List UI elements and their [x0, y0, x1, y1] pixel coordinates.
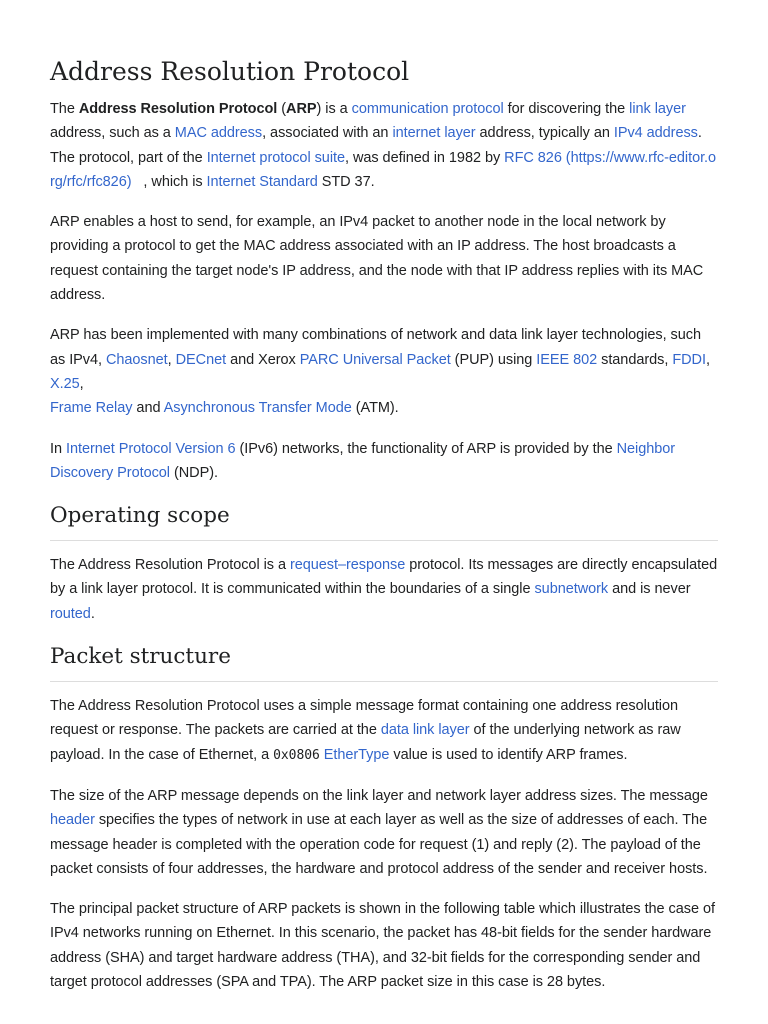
text-run: standards,	[597, 351, 673, 368]
text-run: for discovering the	[503, 101, 630, 117]
ethertype-code: 0x0806	[273, 747, 320, 763]
link-data-link-layer[interactable]: data link layer	[380, 722, 470, 739]
link-internet-standard[interactable]: Internet Standard	[206, 173, 318, 190]
text-run: ,	[167, 351, 176, 368]
text-run: , associated with an	[262, 125, 393, 142]
section-divider	[50, 540, 718, 541]
text-run: and is never	[608, 581, 691, 598]
text-run: address, typically an	[475, 125, 614, 142]
link-x25[interactable]: X.25	[50, 375, 80, 392]
text-run: .	[90, 605, 95, 622]
intro-paragraph-2: ARP enables a host to send, for example, an IPv4 packet to another node in the local network by providing a protocol to get the MAC address associated with an IP address. The host broadcasts a request containing the target node's IP address, and the node with that IP address replies with its MAC address.	[50, 214, 704, 304]
link-asynchronous-transfer-mode[interactable]: Asynchronous Transfer Mode	[163, 400, 352, 417]
section-heading-packet-structure: Packet structure	[50, 644, 231, 670]
intro-paragraph-4	[50, 437, 718, 486]
bold-term: Address Resolution Protocol	[78, 101, 278, 117]
text-run: In	[50, 440, 66, 457]
intro-paragraph-1	[50, 97, 718, 194]
text-run: address, such as a	[50, 125, 175, 142]
link-header[interactable]: header	[50, 812, 95, 829]
link-ipv6[interactable]: Internet Protocol Version 6	[65, 440, 236, 457]
link-fddi[interactable]: FDDI	[672, 351, 706, 368]
link-chaosnet[interactable]: Chaosnet	[105, 351, 168, 368]
packet-paragraph-3: The principal packet structure of ARP packets is shown in the following table which illustrates the case of IPv4 networks running on Ethernet. In this scenario, the packet has 48-bit fields for the sender hardware address (SHA) and target hardware address (THA), and 32-bit fields for the corresponding sender and target protocol addresses (SPA and TPA). The ARP packet size in this case is 28 bytes.	[50, 901, 715, 991]
text-run: specifies the types of network in use at each layer as well as the size of addresses of each. The message header is completed with the operation code for request (1) and reply (2). The payload of the packet consists of four addresses, the hardware and protocol address of the sender and receiver hosts.	[50, 812, 708, 877]
link-internet-protocol-suite[interactable]: Internet protocol suite	[206, 149, 345, 166]
packet-paragraph-1	[50, 694, 718, 768]
link-decnet[interactable]: DECnet	[175, 351, 227, 368]
text-run: . The protocol, part of the	[50, 125, 702, 166]
text-run: (NDP).	[169, 464, 218, 481]
link-neighbor-discovery-protocol[interactable]: Neighbor Discovery Protocol	[50, 440, 676, 481]
text-run: and Xerox	[226, 351, 300, 368]
intro-paragraph-3	[50, 323, 718, 420]
packet-paragraph-2	[50, 784, 718, 881]
text-run: (IPv6) networks, the functionality of ARP is provided by the	[235, 440, 617, 457]
text-run: The Address Resolution Protocol uses a simple message format containing one address resolution request or response. The packets are carried at the	[50, 698, 679, 739]
section-operating-scope	[50, 501, 718, 626]
text-run: (ATM).	[351, 400, 399, 417]
link-text: RFC 826 (https://www.rfc-editor.o	[504, 149, 717, 166]
text-run: protocol. Its messages are directly encapsulated by a link layer protocol. It is communicated within the boundaries of a single	[50, 557, 718, 598]
scope-paragraph-1	[50, 553, 718, 626]
text-run: The size of the ARP message depends on the link layer and network layer address sizes. The message	[50, 787, 708, 804]
text-run: (	[277, 101, 287, 117]
link-mac-address[interactable]: MAC address	[174, 125, 263, 142]
section-divider	[50, 681, 718, 682]
link-ethertype[interactable]: EtherType	[323, 746, 390, 763]
text-run: The Address Resolution Protocol is a	[50, 557, 290, 574]
link-subnetwork[interactable]: subnetwork	[534, 581, 609, 598]
text-run: of the underlying network as raw payload. In the case of Ethernet, a	[50, 722, 681, 763]
text-run: value is used to identify ARP frames.	[389, 746, 628, 763]
text-run: STD 37.	[317, 173, 375, 190]
text-run: ) is a	[316, 101, 352, 117]
link-text: rg/rfc/rfc826)	[50, 173, 132, 190]
link-request-response[interactable]: request–response	[289, 557, 406, 574]
text-run: , which is	[131, 173, 207, 190]
link-parc-universal-packet[interactable]: PARC Universal Packet	[299, 351, 451, 368]
text-run: ,	[705, 351, 710, 368]
section-packet-structure	[50, 642, 718, 994]
text-run: , was defined in 1982 by	[344, 149, 505, 166]
section-heading-operating-scope: Operating scope	[50, 503, 230, 529]
link-ipv4-address[interactable]: IPv4 address	[613, 125, 698, 142]
text-run: ARP has been implemented with many combinations of network and data link layer technologies, such as IPv4,	[50, 327, 701, 368]
text-run: The	[50, 101, 79, 117]
text-run: ,	[79, 375, 84, 392]
page-title: Address Resolution Protocol	[50, 57, 410, 86]
link-ieee-802[interactable]: IEEE 802	[536, 351, 598, 368]
text-run: and	[132, 400, 164, 417]
bold-term: ARP	[286, 101, 317, 117]
link-internet-layer[interactable]: internet layer	[392, 125, 476, 142]
link-routed[interactable]: routed	[50, 605, 91, 622]
text-run: (PUP) using	[450, 351, 537, 368]
link-frame-relay[interactable]: Frame Relay	[50, 400, 133, 417]
link-link-layer[interactable]: link layer	[629, 101, 686, 117]
link-communication-protocol[interactable]: communication protocol	[351, 101, 504, 117]
